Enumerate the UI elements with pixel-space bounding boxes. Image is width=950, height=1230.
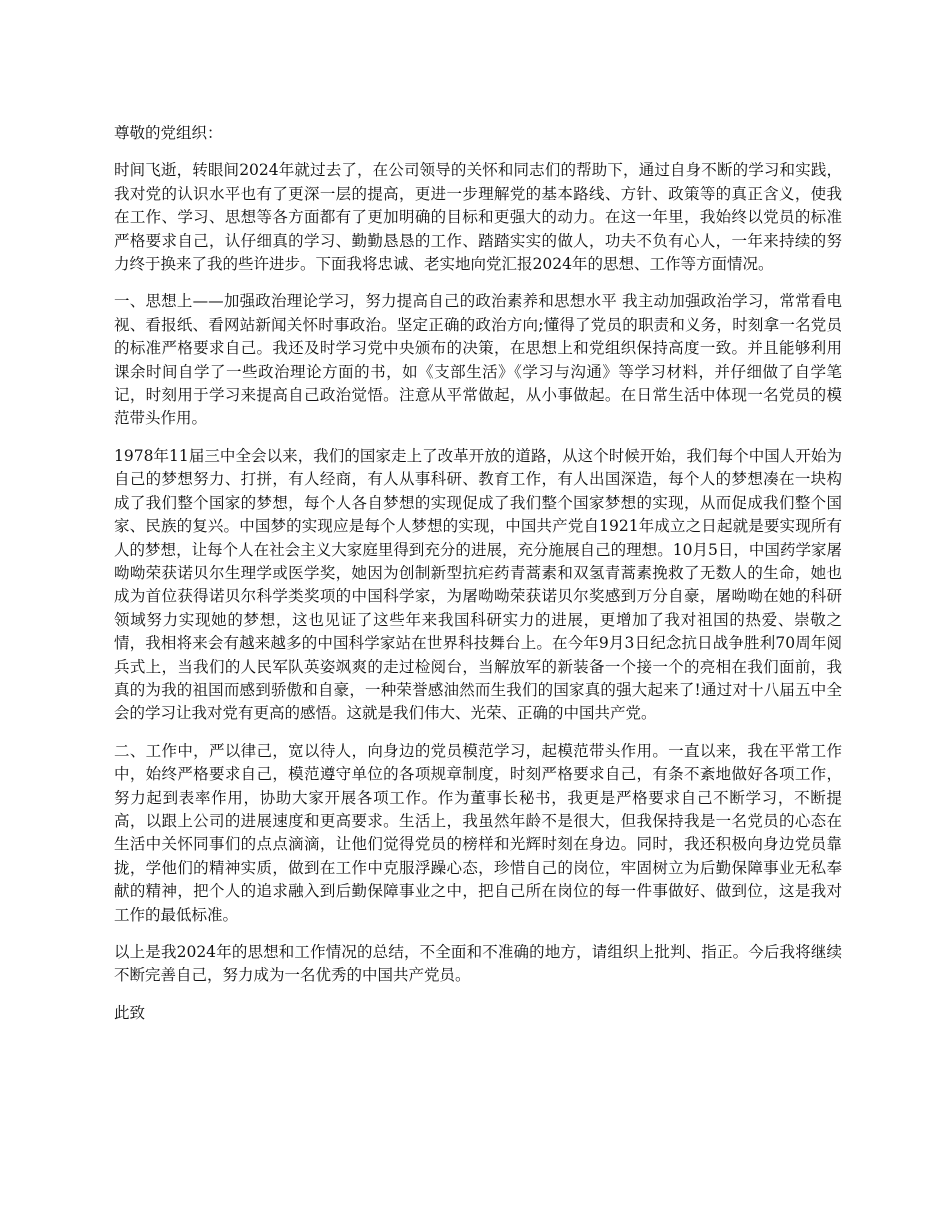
closing: 此致: [114, 1003, 146, 1022]
paragraph-thought: 一、思想上——加强政治理论学习，努力提高自己的政治素养和思想水平 我主动加强政治学习，常常看电视、看报纸、看网站新闻关怀时事政治。坚定正确的政治方向;懂得了党员的职责和义务，时刻拿一名党员的标准严格要求自己。我还及时学习党中央颁布的决策，在思想上和党组织保持高度一致。并且能够利用课余时间自学了一些政治理论方面的书，如《支部生活》《学习与沟通》等学习材料，并仔细做了自学笔记，时刻用于学习来提高自己政治觉悟。注意从平常做起，从小事做起。在日常生活中体现一名党员的模范带头作用。: [114, 292, 842, 428]
letter-document: [114, 122, 842, 1025]
paragraph-intro: 时间飞逝，转眼间2024年就过去了，在公司领导的关怀和同志们的帮助下，通过自身不断的学习和实践，我对党的认识水平也有了更深一层的提高，更进一步理解党的基本路线、方针、政策等的真正含义，使我在工作、学习、思想等各方面都有了更加明确的目标和更强大的动力。在这一年里，我始终以党员的标准严格要求自己，认仔细真的学习、勤勤恳恳的工作、踏踏实实的做人，功夫不负有心人，一年来持续的努力终于换来了我的些许进步。下面我将忠诚、老实地向党汇报2024年的思想、工作等方面情况。: [114, 161, 842, 274]
paragraph-work: 二、工作中，严以律己，宽以待人，向身边的党员模范学习，起模范带头作用。一直以来，我在平常工作中，始终严格要求自己，模范遵守单位的各项规章制度，时刻严格要求自己，有条不紊地做好各项工作，努力起到表率作用，协助大家开展各项工作。作为董事长秘书，我更是严格要求自己不断学习，不断提高，以跟上公司的进展速度和更高要求。生活上，我虽然年龄不是很大，但我保持我是一名党员的心态在生活中关怀同事们的点点滴滴，让他们觉得党员的榜样和光辉时刻在身边。同时，我还积极向身边党员靠拢，学他们的精神实质，做到在工作中克服浮躁心态，珍惜自己的岗位，牢固树立为后勤保障事业无私奉献的精神，把个人的追求融入到后勤保障事业之中，把自己所在岗位的每一件事做好、做到位，这是我对工作的最低标准。: [114, 741, 842, 924]
salutation: 尊敬的党组织：: [114, 124, 223, 142]
paragraph-summary: 以上是我2024年的思想和工作情况的总结，不全面和不准确的地方，请组织上批判、指正。今后我将继续不断完善自己，努力成为一名优秀的中国共产党员。: [114, 943, 842, 985]
paragraph-china-dream: 1978年11届三中全会以来，我们的国家走上了改革开放的道路，从这个时候开始，我们每个中国人开始为自己的梦想努力、打拼，有人经商，有人从事科研、教育工作，有人出国深造，每个人的梦想凑在一块构成了我们整个国家的梦想，每个人各自梦想的实现促成了我们整个国家梦想的实现，从而促成我们整个国家、民族的复兴。中国梦的实现应是每个人梦想的实现，中国共产党自1921年成立之日起就是要实现所有人的梦想，让每个人在社会主义大家庭里得到充分的进展，充分施展自己的理想。10月5日，中国药学家屠呦呦荣获诺贝尔生理学或医学奖，她因为创制新型抗疟药青蒿素和双氢青蒿素挽救了无数人的生命，她也成为首位获得诺贝尔科学类奖项的中国科学家，为屠呦呦荣获诺贝尔奖感到万分自豪，屠呦呦在她的科研领域努力实现她的梦想，这也见证了这些年来我国科研实力的进展，更增加了我对祖国的热爱、崇敬之情，我相将来会有越来越多的中国科学家站在世界科技舞台上。在今年9月3日纪念抗日战争胜利70周年阅兵式上，当我们的人民军队英姿飒爽的走过检阅台，当解放军的新装备一个接一个的亮相在我们面前，我真的为我的祖国而感到骄傲和自豪，一种荣誉感油然而生我们的国家真的强大起来了!通过对十八届五中全会的学习让我对党有更高的感悟。这就是我们伟大、光荣、正确的中国共产党。: [114, 446, 842, 723]
